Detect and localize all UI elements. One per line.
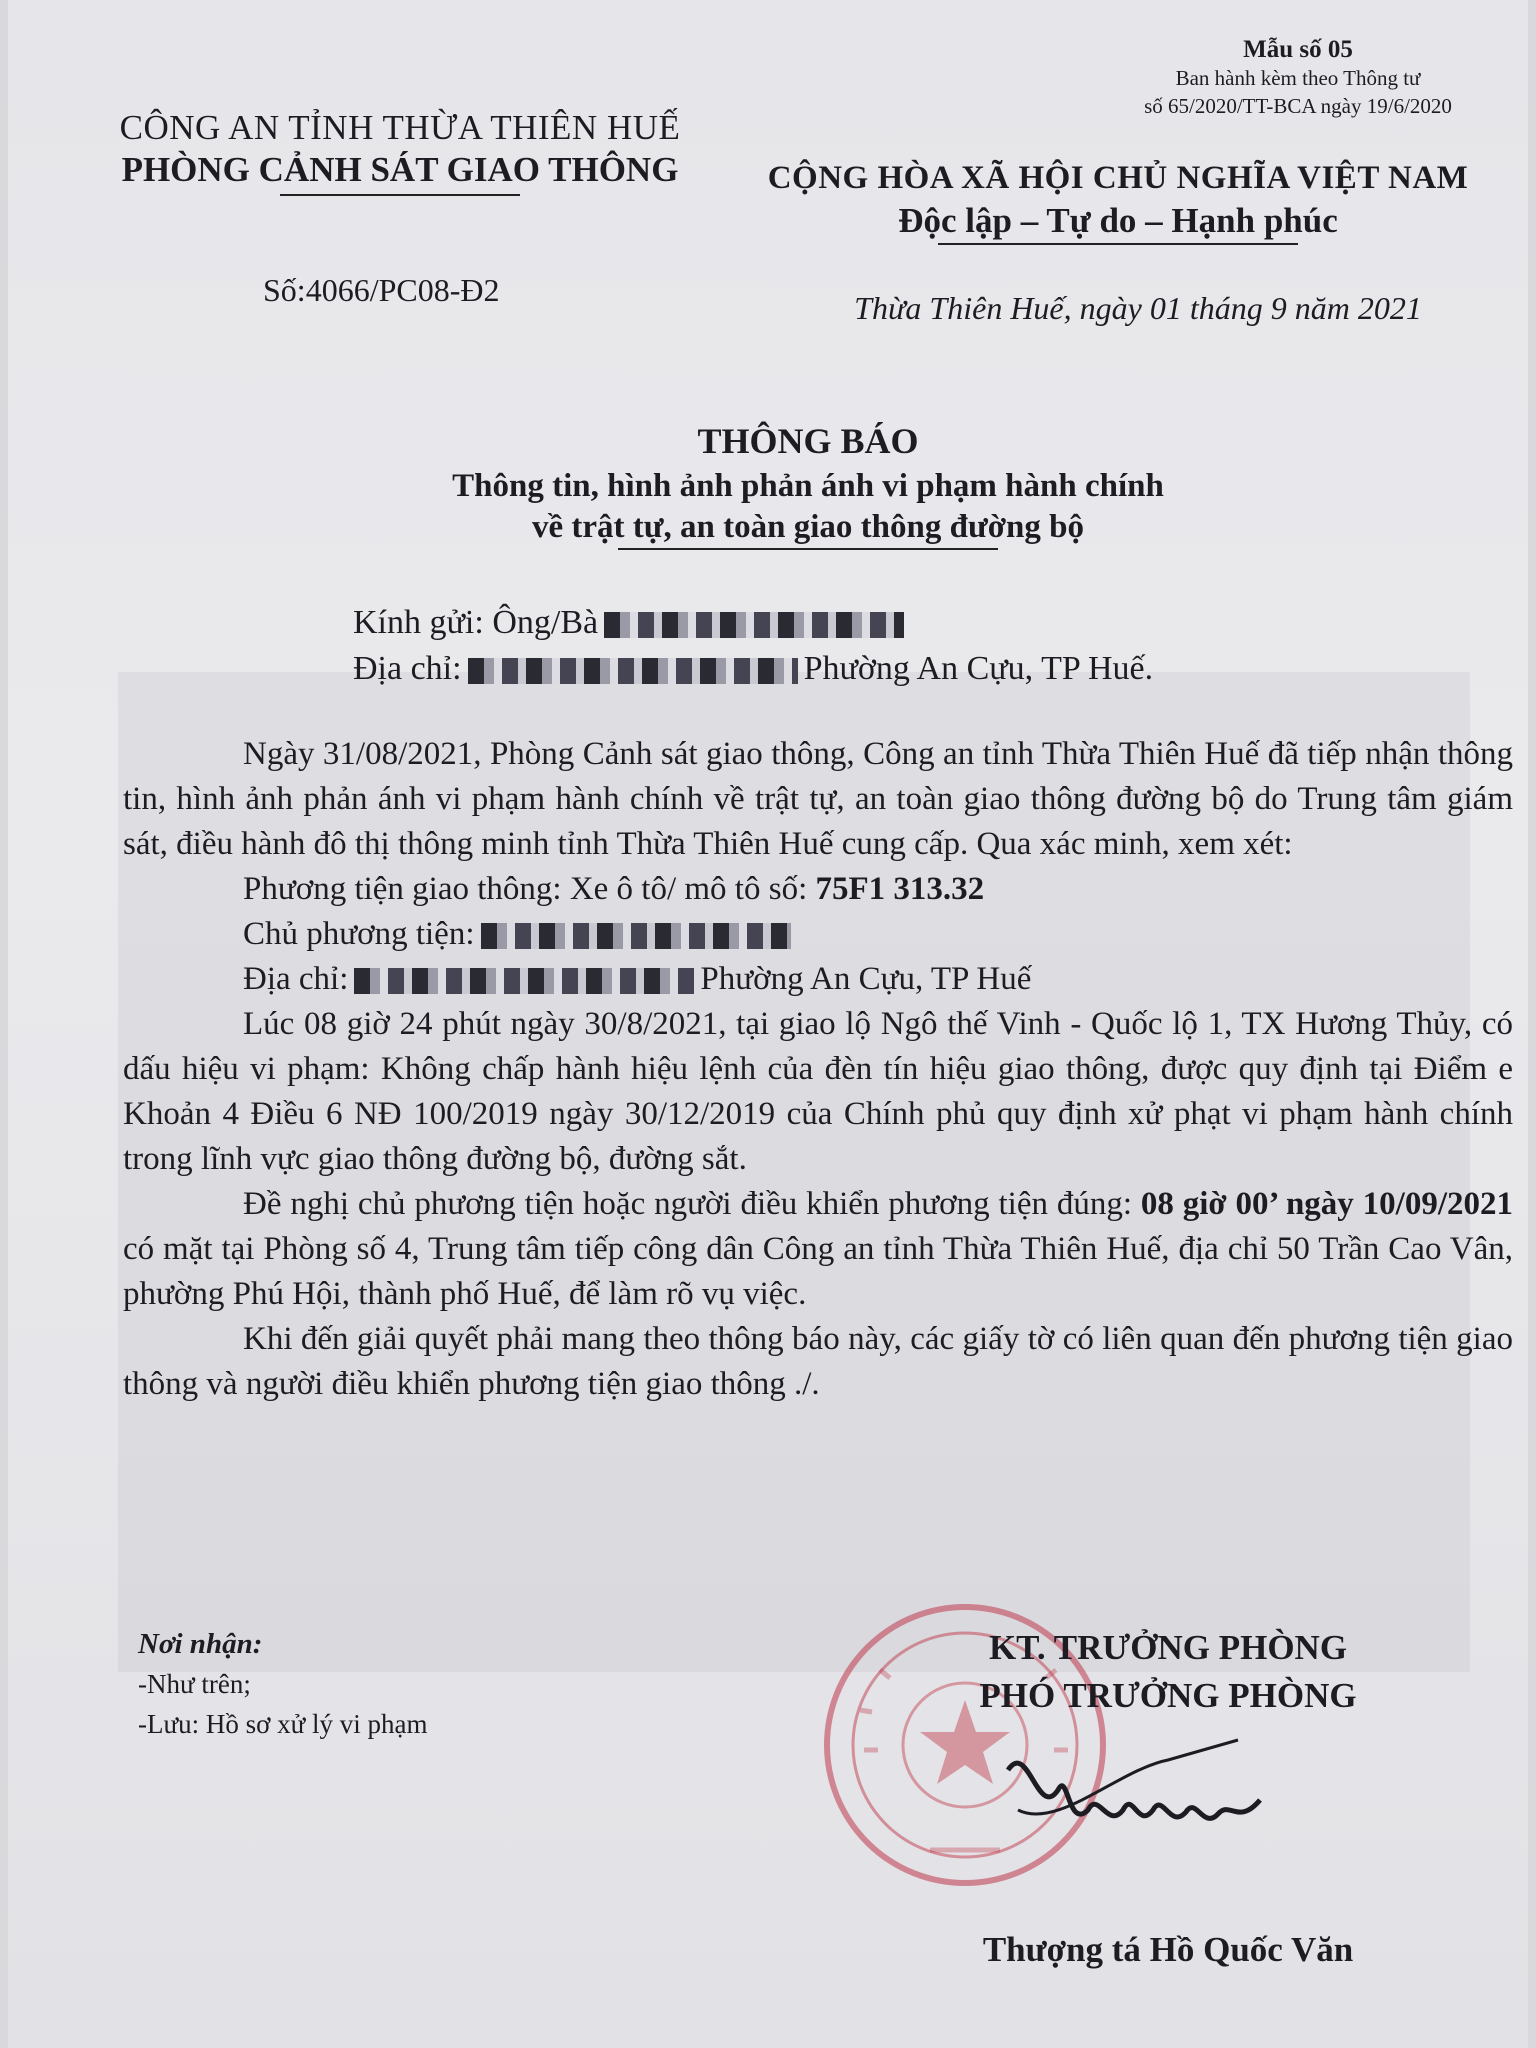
summons-time: 08 giờ 00’ ngày 10/09/2021 — [1140, 1186, 1514, 1222]
recipient-salutation: Kính gửi: Ông/Bà — [353, 604, 599, 641]
owner-address-line — [123, 957, 1513, 1002]
notice-body — [123, 732, 1513, 1407]
place-date: Thừa Thiên Huế, ngày 01 tháng 9 năm 2021 — [854, 290, 1422, 326]
document-page — [8, 0, 1528, 2048]
form-number: Mẫu số 05 — [1243, 36, 1353, 63]
recipient-address-line — [353, 646, 1153, 692]
redacted-owner-address — [354, 968, 694, 994]
recipient-salutation-line — [353, 600, 1153, 646]
summons-lead: Đề nghị chủ phương tiện hoặc người điều khiển phương tiện đúng: — [243, 1186, 1133, 1222]
redacted-owner — [481, 923, 791, 949]
title-sub1: Thông tin, hình ảnh phản ánh vi phạm hành chính — [452, 468, 1164, 504]
document-title — [238, 420, 1378, 550]
vehicle-plate: 75F1 313.32 — [815, 871, 985, 907]
title-underline — [618, 548, 998, 550]
issuer-department: PHÒNG CẢNH SÁT GIAO THÔNG — [121, 150, 679, 189]
nation-name: CỘNG HÒA XÃ HỘI CHỦ NGHĨA VIỆT NAM — [767, 160, 1469, 196]
recipient-address-label: Địa chỉ: — [353, 650, 462, 687]
owner-address-tail: Phường An Cựu, TP Huế — [700, 961, 1032, 997]
recipient-block — [353, 600, 1153, 692]
receivers-block — [138, 1624, 428, 1744]
signature-block — [888, 1628, 1448, 1716]
document-number: Số:4066/PC08-Đ2 — [263, 272, 500, 308]
body-paragraph-2: Lúc 08 giờ 24 phút ngày 30/8/2021, tại giao lộ Ngô thế Vinh - Quốc lộ 1, TX Hương Thủy, có dấu hiệu vi phạm: Không chấp hành hiệu lệnh của đèn tín hiệu giao thông, được quy định tại Điểm e Khoản 4 Điều 6 NĐ 100/2019 ngày 30/12/2019 của Chính phủ quy định xử phạt vi phạm hành chính trong lĩnh vực giao thông đường bộ, đường sắt. — [123, 1006, 1513, 1177]
title-sub2: về trật tự, an toàn giao thông đường bộ — [531, 509, 1084, 545]
form-reference-line1: Ban hành kèm theo Thông tư — [1175, 66, 1421, 90]
owner-line — [123, 912, 1513, 957]
receiver-item: -Như trên; — [138, 1669, 251, 1699]
handwritten-signature-icon — [998, 1730, 1278, 1850]
issuer-underline — [280, 194, 520, 196]
nation-motto: Độc lập – Tự do – Hạnh phúc — [898, 201, 1338, 240]
vehicle-label: Phương tiện giao thông: Xe ô tô/ mô tô số: — [243, 871, 808, 907]
redacted-name — [604, 612, 904, 638]
issuer-agency: CÔNG AN TỈNH THỪA THIÊN HUẾ — [119, 108, 681, 147]
signer-role-1: KT. TRƯỞNG PHÒNG — [988, 1628, 1348, 1667]
national-header — [738, 160, 1498, 245]
body-paragraph-4: Khi đến giải quyết phải mang theo thông báo này, các giấy tờ có liên quan đến phương tiện giao thông và người điều khiển phương tiện giao thông ./. — [123, 1321, 1513, 1402]
receivers-title: Nơi nhận: — [138, 1628, 263, 1660]
body-paragraph-3 — [123, 1182, 1513, 1317]
summons-rest: có mặt tại Phòng số 4, Trung tâm tiếp công dân Công an tỉnh Thừa Thiên Huế, địa chỉ 50 Trần Cao Vân, phường Phú Hội, thành phố Huế, để làm rõ vụ việc. — [123, 1231, 1513, 1312]
redacted-address — [468, 658, 798, 684]
owner-address-label: Địa chỉ: — [243, 961, 349, 997]
issuer-header — [90, 108, 710, 196]
body-paragraph-1: Ngày 31/08/2021, Phòng Cảnh sát giao thông, Công an tỉnh Thừa Thiên Huế đã tiếp nhận thông tin, hình ảnh phản ánh vi phạm hành chính về trật tự, an toàn giao thông đường bộ do Trung tâm giám sát, điều hành đô thị thông minh tỉnh Thừa Thiên Huế cung cấp. Qua xác minh, xem xét: — [123, 736, 1513, 862]
vehicle-line — [123, 867, 1513, 912]
signer-name: Thượng tá Hồ Quốc Văn — [982, 1930, 1354, 1969]
form-reference — [1088, 36, 1508, 120]
title-main: THÔNG BÁO — [697, 421, 919, 461]
motto-underline — [938, 243, 1298, 245]
form-reference-line2: số 65/2020/TT-BCA ngày 19/6/2020 — [1144, 94, 1452, 118]
receiver-item: -Lưu: Hồ sơ xử lý vi phạm — [138, 1709, 428, 1739]
recipient-address-tail: Phường An Cựu, TP Huế. — [803, 650, 1154, 687]
owner-label: Chủ phương tiện: — [243, 916, 475, 952]
signer-role-2: PHÓ TRƯỞNG PHÒNG — [979, 1676, 1357, 1715]
